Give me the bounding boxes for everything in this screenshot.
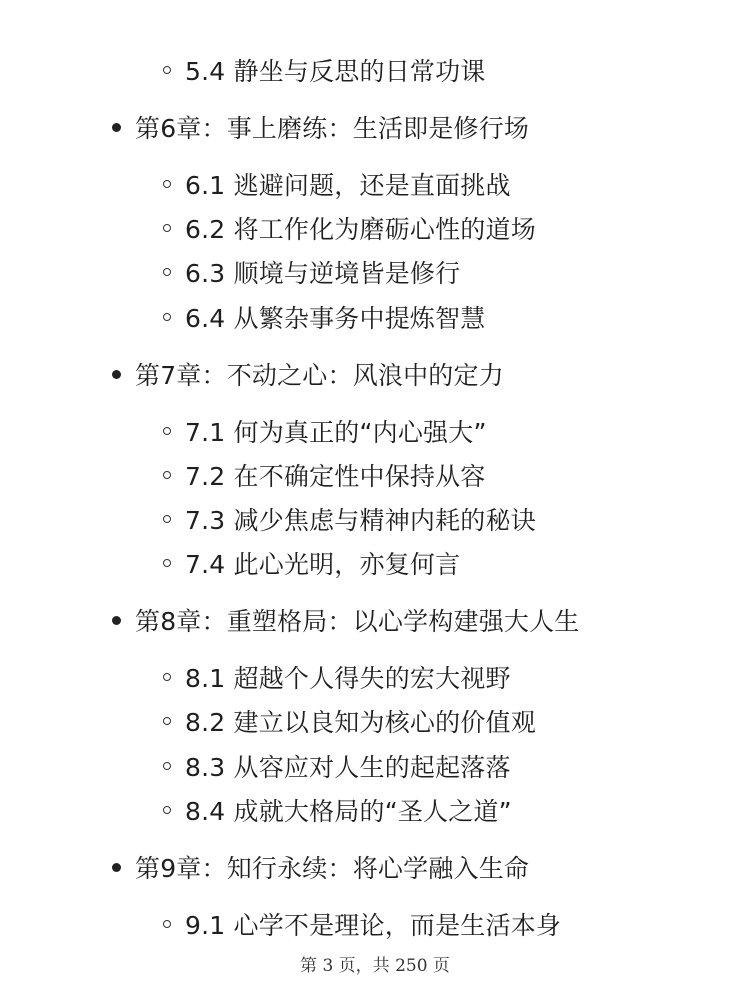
section-title: 8.4 成就大格局的“圣人之道” bbox=[185, 797, 512, 826]
hollow-bullet-icon bbox=[163, 471, 171, 479]
hollow-bullet-icon bbox=[163, 920, 171, 928]
section-title: 8.1 超越个人得失的宏大视野 bbox=[185, 664, 511, 693]
outline-section-item bbox=[163, 252, 460, 292]
hollow-bullet-icon bbox=[163, 180, 171, 188]
chapter-title: 第9章：知行永续：将心学融入生命 bbox=[135, 854, 530, 883]
section-title: 8.2 建立以良知为核心的价值观 bbox=[185, 708, 536, 737]
outline-section-item bbox=[163, 164, 511, 204]
section-title: 6.2 将工作化为磨砺心性的道场 bbox=[185, 215, 536, 244]
hollow-bullet-icon bbox=[163, 224, 171, 232]
outline-chapter-item bbox=[112, 107, 529, 147]
outline-chapter-item bbox=[112, 354, 504, 394]
outline-section-item bbox=[163, 208, 536, 248]
hollow-bullet-icon bbox=[163, 268, 171, 276]
outline-section-item bbox=[163, 499, 536, 539]
section-title: 5.4 静坐与反思的日常功课 bbox=[185, 57, 486, 86]
section-title: 7.1 何为真正的“内心强大” bbox=[185, 418, 487, 447]
outline-chapter-item bbox=[112, 847, 529, 887]
outline-section-item bbox=[163, 50, 486, 90]
hollow-bullet-icon bbox=[163, 313, 171, 321]
hollow-bullet-icon bbox=[163, 66, 171, 74]
section-title: 6.3 顺境与逆境皆是修行 bbox=[185, 259, 461, 288]
page-number-footer: 第 3 页，共 250 页 bbox=[300, 956, 450, 976]
hollow-bullet-icon bbox=[163, 673, 171, 681]
hollow-bullet-icon bbox=[163, 806, 171, 814]
section-title: 7.4 此心光明，亦复何言 bbox=[185, 550, 461, 579]
outline-section-item bbox=[163, 297, 486, 337]
outline-section-item bbox=[163, 455, 486, 495]
hollow-bullet-icon bbox=[163, 762, 171, 770]
outline-section-item bbox=[163, 701, 536, 741]
filled-bullet-icon bbox=[112, 370, 121, 379]
outline-section-item bbox=[163, 411, 487, 451]
section-title: 9.1 心学不是理论，而是生活本身 bbox=[185, 911, 562, 940]
filled-bullet-icon bbox=[112, 863, 121, 872]
hollow-bullet-icon bbox=[163, 427, 171, 435]
section-title: 6.1 逃避问题，还是直面挑战 bbox=[185, 171, 511, 200]
filled-bullet-icon bbox=[112, 616, 121, 625]
outline-section-item bbox=[163, 790, 512, 830]
outline-section-item bbox=[163, 657, 511, 697]
section-title: 8.3 从容应对人生的起起落落 bbox=[185, 753, 511, 782]
section-title: 7.3 减少焦虑与精神内耗的秘诀 bbox=[185, 506, 536, 535]
chapter-title: 第8章：重塑格局：以心学构建强大人生 bbox=[135, 607, 580, 636]
hollow-bullet-icon bbox=[163, 717, 171, 725]
section-title: 6.4 从繁杂事务中提炼智慧 bbox=[185, 304, 486, 333]
filled-bullet-icon bbox=[112, 123, 121, 132]
outline-section-item bbox=[163, 543, 460, 583]
hollow-bullet-icon bbox=[163, 515, 171, 523]
outline-chapter-item bbox=[112, 600, 580, 640]
chapter-title: 第7章：不动之心：风浪中的定力 bbox=[135, 361, 504, 390]
outline-section-item bbox=[163, 746, 511, 786]
chapter-title: 第6章：事上磨练：生活即是修行场 bbox=[135, 114, 530, 143]
outline-section-item bbox=[163, 904, 561, 944]
hollow-bullet-icon bbox=[163, 559, 171, 567]
section-title: 7.2 在不确定性中保持从容 bbox=[185, 462, 486, 491]
